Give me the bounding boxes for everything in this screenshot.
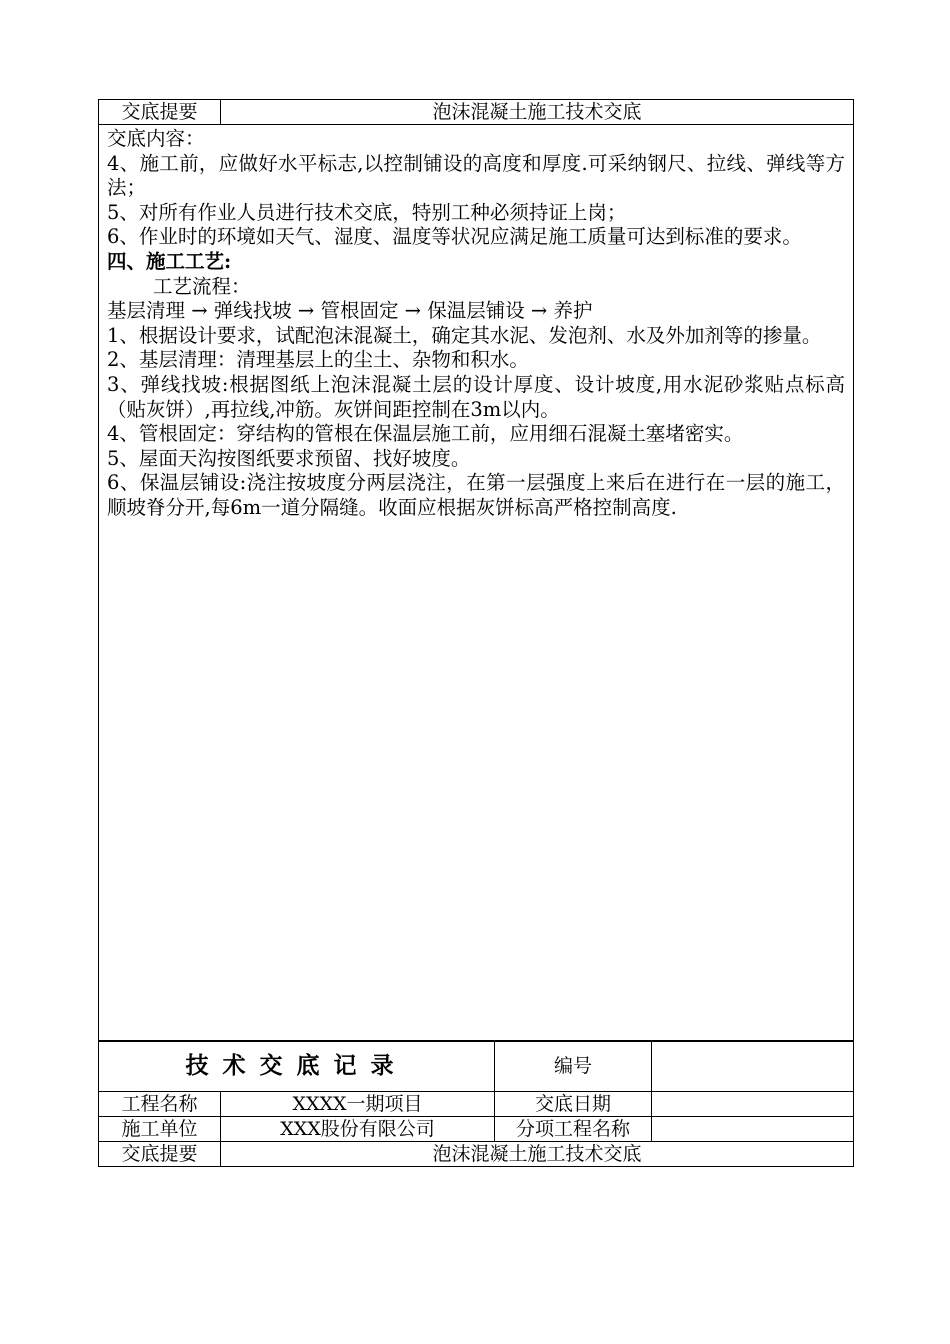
content-heading: 交底内容： bbox=[107, 127, 205, 150]
process-flow: 基层清理 → 弹线找坡 → 管根固定 → 保温层铺设 → 养护 bbox=[107, 299, 593, 323]
disclosure-date-label: 交底日期 bbox=[495, 1092, 652, 1117]
disclosure-content-table bbox=[98, 99, 854, 1042]
content-line: 3、弹线找坡:根据图纸上泡沫混凝土层的设计厚度、设计坡度,用水泥砂浆贴点标高（贴灰饼）,再拉线,冲筋。灰饼间距控制在3m以内。 bbox=[107, 372, 845, 421]
record-header-table bbox=[98, 1040, 854, 1167]
disclosure-date-value bbox=[652, 1092, 854, 1117]
summary-label: 交底提要 bbox=[99, 1142, 221, 1167]
content-line: 4、管根固定：穿结构的管根在保温层施工前，应用细石混凝土塞堵密实。 bbox=[107, 422, 744, 446]
number-label: 编号 bbox=[495, 1041, 652, 1092]
content-line: 5、屋面天沟按图纸要求预留、找好坡度。 bbox=[107, 446, 471, 470]
record-title: 技术交底记录 bbox=[99, 1041, 495, 1092]
summary-value: 泡沫混凝土施工技术交底 bbox=[221, 100, 854, 125]
sub-project-value bbox=[652, 1117, 854, 1142]
content-line: 6、保温层铺设:浇注按坡度分两层浇注，在第一层强度上来后在进行在一层的施工，顺坡脊分开,每6m一道分隔缝。收面应根据灰饼标高严格控制高度. bbox=[107, 471, 845, 519]
content-line: 5、对所有作业人员进行技术交底，特别工种必须持证上岗； bbox=[107, 200, 627, 224]
construction-unit-value: XXX股份有限公司 bbox=[221, 1117, 495, 1142]
content-line: 2、基层清理：清理基层上的尘土、杂物和积水。 bbox=[107, 348, 529, 372]
process-label: 工艺流程： bbox=[153, 274, 251, 298]
content-line: 6、作业时的环境如天气、湿度、温度等状况应满足施工质量可达到标准的要求。 bbox=[107, 225, 802, 249]
content-line: 4、施工前，应做好水平标志,以控制铺设的高度和厚度.可采纳钢尺、拉线、弹线等方法； bbox=[107, 151, 845, 200]
project-name-value: XXXX一期项目 bbox=[221, 1092, 495, 1117]
content-body bbox=[99, 125, 854, 1042]
summary-value: 泡沫混凝土施工技术交底 bbox=[221, 1142, 854, 1167]
number-value bbox=[652, 1041, 854, 1092]
sub-project-label: 分项工程名称 bbox=[495, 1117, 652, 1142]
content-line: 1、根据设计要求，试配泡沫混凝土，确定其水泥、发泡剂、水及外加剂等的掺量。 bbox=[107, 323, 822, 347]
summary-label: 交底提要 bbox=[99, 100, 221, 125]
section-title: 四、施工工艺: bbox=[107, 249, 232, 273]
construction-unit-label: 施工单位 bbox=[99, 1117, 221, 1142]
project-name-label: 工程名称 bbox=[99, 1092, 221, 1117]
